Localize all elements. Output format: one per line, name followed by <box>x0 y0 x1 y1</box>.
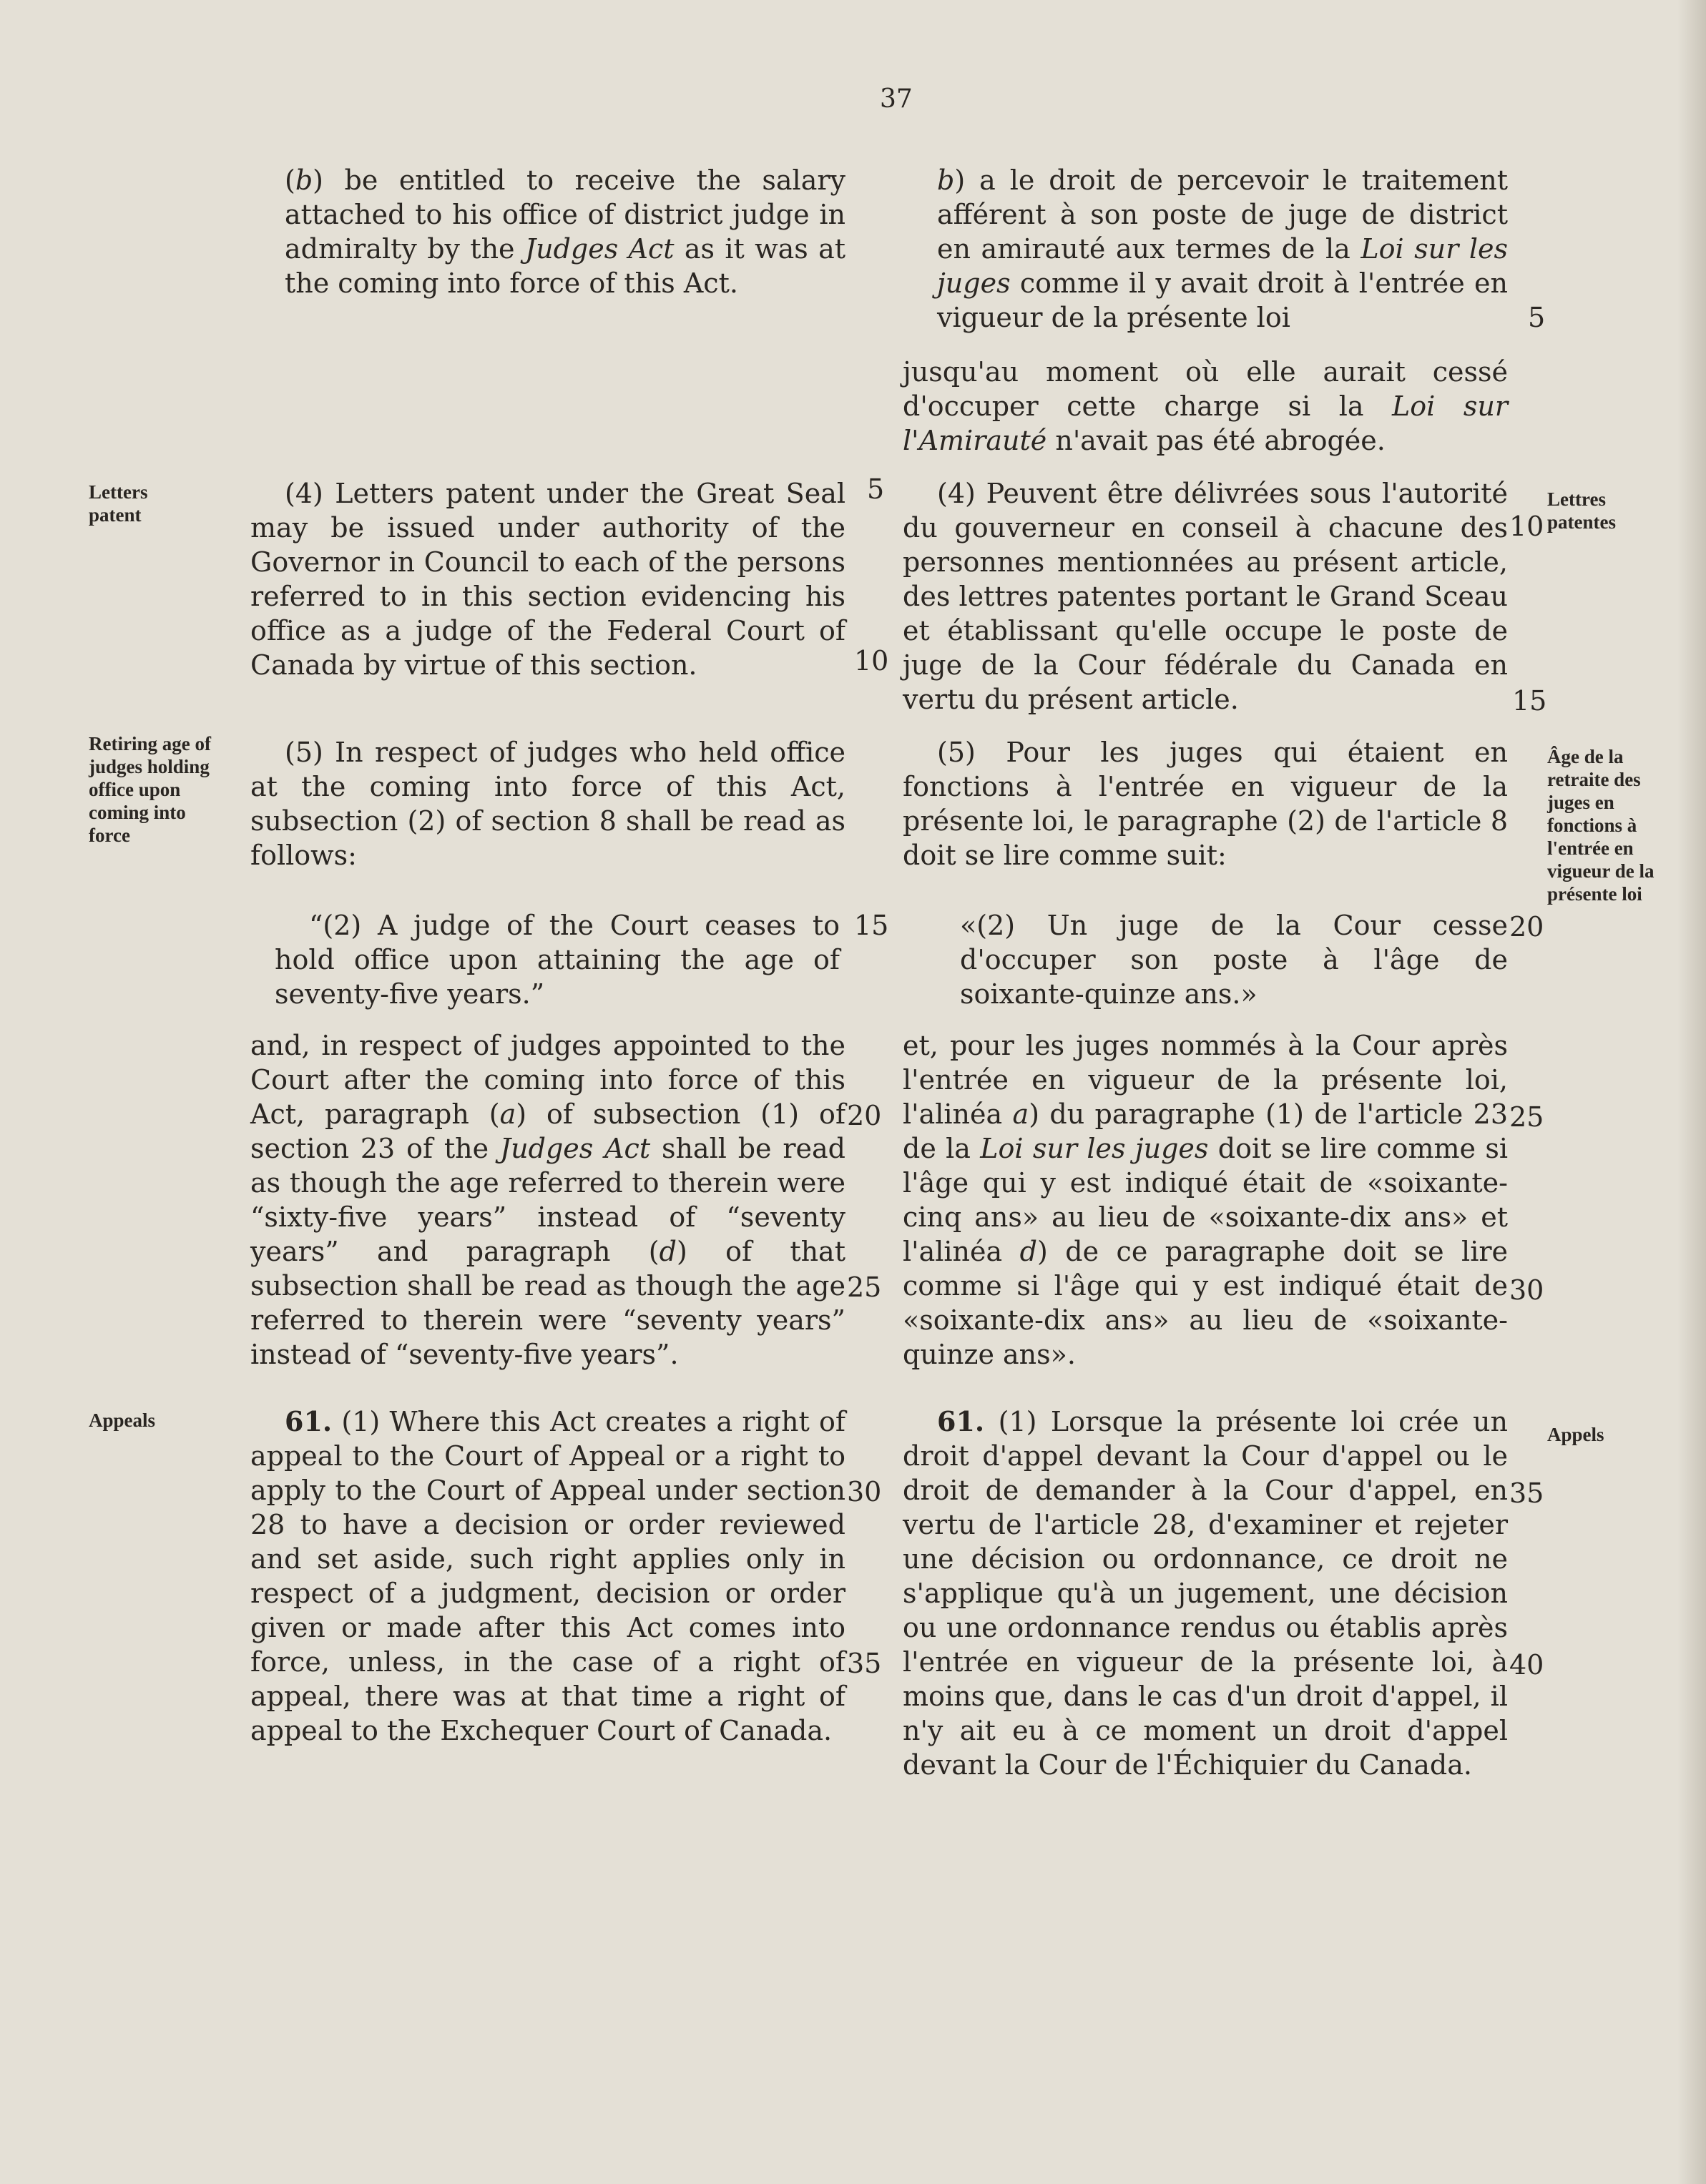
fr-line-number: 10 <box>1509 511 1544 542</box>
margin-note-retiring-age: Retiring age of judges holding office upon coming into force <box>89 733 211 846</box>
en-paragraph-4: (4) Letters patent under the Great Seal may be issued under authority of the Governor in Council to each of the persons referred to in this section evidencing his office as a judge of the Federal Court of Canada by virtue of this section. <box>250 478 845 681</box>
en-paragraph-and: and, in respect of judges appointed to the Court after the coming into force of this Act, paragraph (a) of subsection (1) of section 23 of the Judges Act shall be read as though the age referred to therein were “sixty-five years” instead of “seventy years” and paragraph (d) of that subsection shall be read as though the age referred to therein were “seventy years” instead of “seventy-five years”. <box>250 1030 846 1370</box>
margin-note-letters-patent: Letters patent <box>89 481 148 526</box>
page-number: 37 <box>880 84 913 114</box>
fr-paragraph-et: et, pour les juges nommés à la Cour après l'entrée en vigueur de la présente loi, l'alinéa a) du paragraphe (1) de l'article 23 de la Loi sur les juges doit se lire comme si l'âge qui y est indiqué était de «soixante-cinq ans» au lieu de «soixante-dix ans» et l'alinéa d) de ce paragraphe doit se lire comme si l'âge qui y est indiqué était de «soixante-dix ans» au lieu de «soixante-quinze ans». <box>903 1030 1509 1370</box>
fr-line-number: 15 <box>1512 685 1547 717</box>
margin-note-age-retraite: Âge de la retraite des juges en fonctions à l'entrée en vigueur de la présente loi <box>1547 746 1654 905</box>
page-edge-shadow <box>1677 0 1706 2184</box>
en-paragraph-b: (b) be entitled to receive the salary attached to his office of district judge in admiralty by the Judges Act as it was at the coming into force of this Act. <box>285 164 845 299</box>
fr-quoted-subsection: «(2) Un juge de la Cour cesse d'occuper son poste à l'âge de soixante-quinze ans.» <box>960 910 1508 1010</box>
fr-line-number: 40 <box>1509 1649 1544 1681</box>
en-line-number: 35 <box>847 1648 882 1679</box>
fr-paragraph-4: (4) Peuvent être délivrées sous l'autorité du gouverneur en conseil à chacune des personnes mentionnées au présent article, des lettres patentes portant le Grand Sceau et établissant qu'elle occupe le poste de juge de la Cour fédérale du Canada en vertu du présent article. <box>903 478 1508 715</box>
margin-note-lettres-patentes: Lettres patentes <box>1547 488 1616 533</box>
fr-line-number: 20 <box>1509 911 1544 943</box>
fr-line-number: 35 <box>1509 1477 1544 1509</box>
fr-line-number: 25 <box>1509 1101 1544 1133</box>
en-line-number: 30 <box>847 1476 882 1507</box>
fr-paragraph-b: b) a le droit de percevoir le traitement afférent à son poste de juge de district en amirauté aux termes de la Loi sur les juges comme il y avait droit à l'entrée en vigueur de la présente loi <box>937 164 1508 333</box>
margin-note-appeals: Appeals <box>89 1410 156 1431</box>
fr-line-number: 5 <box>1528 302 1546 333</box>
en-line-number: 10 <box>854 645 889 677</box>
en-line-number: 5 <box>867 473 885 505</box>
margin-note-appels: Appels <box>1547 1424 1604 1445</box>
en-section-61: 61. (1) Where this Act creates a right of appeal to the Court of Appeal or a right to apply to the Court of Appeal under section 28 to have a decision or order reviewed and set aside, such right applies only in respect of a judgment, decision or order given or made after this Act comes into force, unless, in the case of a right of appeal, there was at that time a right of appeal to the Exchequer Court of Canada. <box>250 1405 845 1746</box>
fr-paragraph-5: (5) Pour les juges qui étaient en fonctions à l'entrée en vigueur de la présente loi, le paragraphe (2) de l'article 8 doit se lire comme suit: <box>903 737 1508 871</box>
fr-line-number: 30 <box>1509 1274 1544 1306</box>
en-paragraph-5: (5) In respect of judges who held office at the coming into force of this Act, subsection (2) of section 8 shall be read as follows: <box>250 737 845 871</box>
fr-section-61: 61. (1) Lorsque la présente loi crée un droit d'appel devant la Cour d'appel ou le droit de demander à la Cour d'appel, en vertu de l'article 28, d'examiner et rejeter une décision ou ordonnance, ce droit ne s'applique qu'à un jugement, une décision ou une ordonnance rendus ou établis après l'entrée en vigueur de la présente loi, à moins que, dans le cas d'un droit d'appel, il n'y ait eu à ce moment un droit d'appel devant la Cour de l'Échiquier du Canada. <box>903 1405 1508 1781</box>
en-line-number: 15 <box>854 910 889 941</box>
fr-paragraph-jusqu: jusqu'au moment où elle aurait cessé d'occuper cette charge si la Loi sur l'Amirauté n'avait pas été abrogée. <box>903 356 1508 456</box>
en-quoted-subsection: “(2) A judge of the Court ceases to hold office upon attaining the age of seventy-five years.” <box>275 910 840 1010</box>
en-line-number: 20 <box>847 1100 882 1131</box>
en-line-number: 25 <box>847 1271 882 1303</box>
